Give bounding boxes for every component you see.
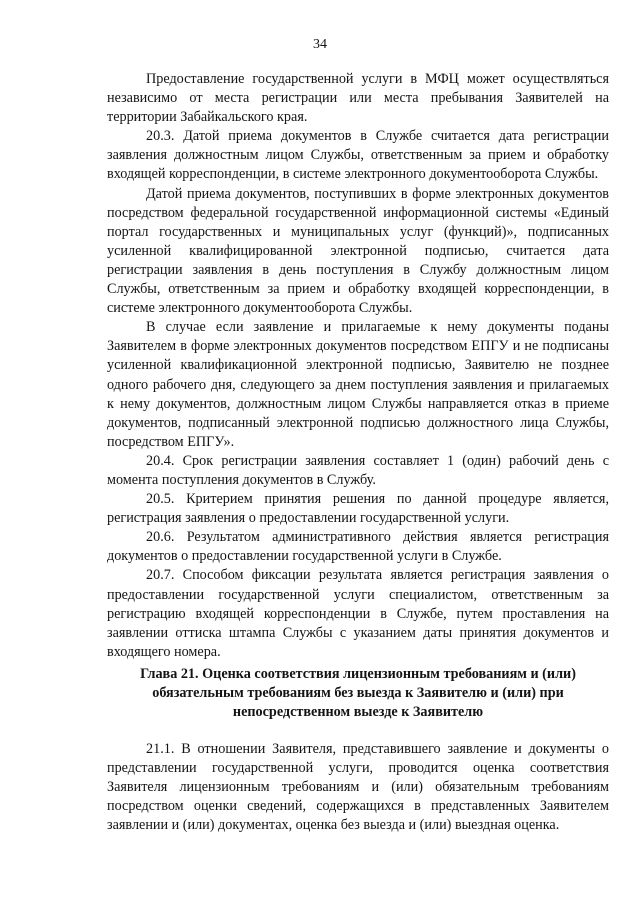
chapter-heading-line: обязательным требованиям без выезда к Заявителю и (или) при — [152, 685, 564, 701]
page-number: 34 — [313, 37, 327, 52]
paragraph-21-1: 21.1. В отношении Заявителя, представившего заявление и документы о представлении государственной услуги, проводится оценка соответствия Заявителя лицензионным требованиям и (или) обязательным требованиям посредством оценки сведений, содержащихся в представленных Заявителем заявлении и (или) документах, оценка без выезда и (или) выездная оценка. — [107, 741, 609, 834]
chapter-heading — [107, 665, 609, 722]
paragraph-20-5: 20.5. Критерием принятия решения по данной процедуре является, регистрация заявления о предоставлении государственной услуги. — [107, 491, 609, 527]
body-text-section-21 — [107, 740, 609, 835]
paragraph-20-7: 20.7. Способом фиксации результата является регистрация заявления о предоставлении государственной услуги специалистом, ответственным за регистрацию входящей корреспонденции в Службе, путем проставления на заявлении оттиска штампа Службы с указанием даты принятия документов и входящего номера. — [107, 567, 609, 660]
paragraph-20-6: 20.6. Результатом административного действия является регистрация документов о предоставлении государственной услуги в Службе. — [107, 529, 609, 565]
paragraph-20-3: 20.3. Датой приема документов в Службе считается дата регистрации заявления должностным лицом Службы, ответственным за прием и обработку входящей корреспонденции, в системе электронного документооборота Службы. — [107, 128, 609, 183]
paragraph-electronic-docs: Датой приема документов, поступивших в форме электронных документов посредством федеральной государственной информационной системы «Единый портал государственных и муниципальных услуг (функций)», подписанных усиленной квалифицированной электронной подписью, считается дата регистрации заявления в день поступления в Службу должностным лицом Службы, ответственным за прием и обработку входящей корреспонденции, в системе электронного документооборота Службы. — [107, 185, 609, 317]
body-text-section-20 — [107, 70, 609, 662]
paragraph-20-4: 20.4. Срок регистрации заявления составляет 1 (один) рабочий день с момента поступления документов в Службу. — [107, 452, 609, 488]
paragraph-refusal: В случае если заявление и прилагаемые к нему документы поданы Заявителем в форме электронных документов посредством ЕПГУ и не подписаны усиленной квалификационной электронной подписью, Заявителю не позднее одного рабочего дня, следующего за днем поступления заявления и прилагаемых к нему документов, должностным лицом Службы направляется отказ в приеме документов, подписанный электронной подписью должностного лица Службы, посредством ЕПГУ». — [107, 319, 609, 450]
paragraph-mfc: Предоставление государственной услуги в МФЦ может осуществляться независимо от места регистрации или места пребывания Заявителей на территории Забайкальского края. — [107, 71, 609, 126]
chapter-heading-line: непосредственном выезде к Заявителю — [232, 704, 484, 720]
chapter-heading-line: Глава 21. Оценка соответствия лицензионным требованиям и (или) — [140, 666, 576, 682]
